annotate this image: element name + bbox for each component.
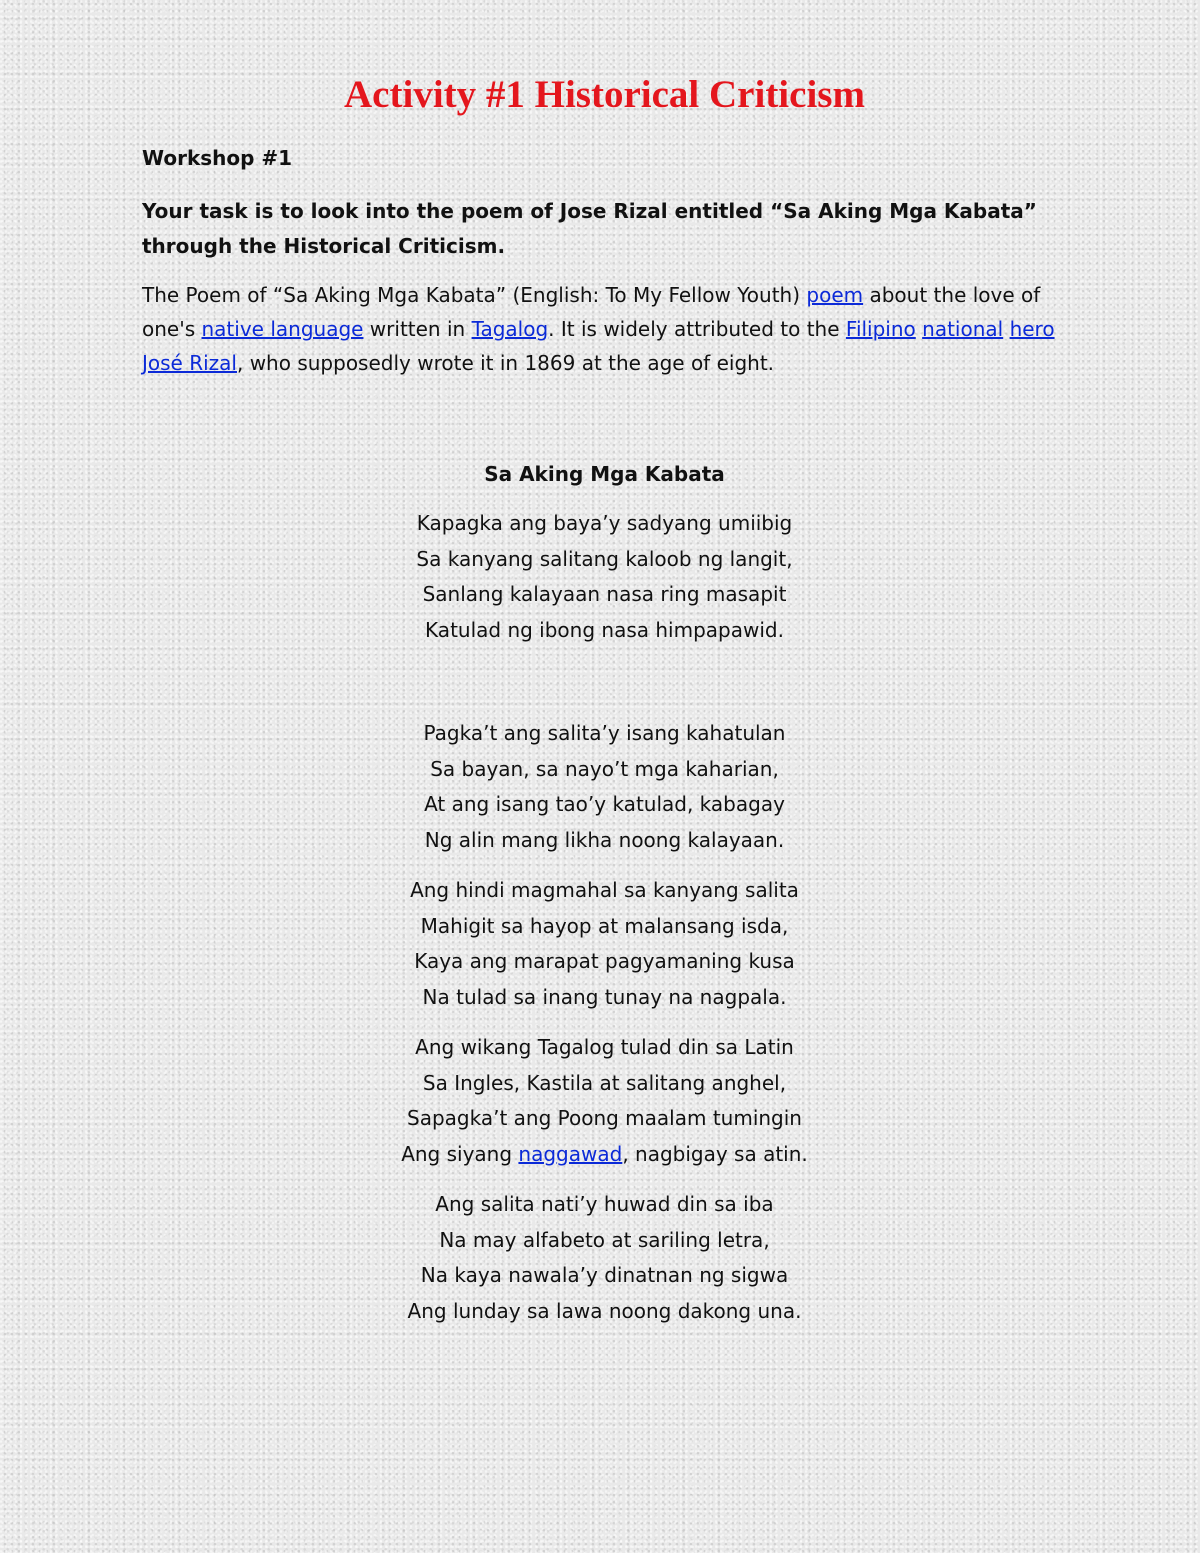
link-poem[interactable]: poem [806,283,864,307]
poem-line-text: Ang siyang [401,1141,519,1166]
poem-line: Pagka’t ang salita’y isang kahatulan [423,721,786,745]
poem-line: Sanlang kalayaan nasa ring masapit [422,582,787,606]
poem-stanza-5 [142,1187,1067,1329]
poem-line: Sa kanyang salitang kaloob ng langit, [416,546,793,571]
poem-stanza-4 [142,1030,1067,1172]
poem-line: Mahigit sa hayop at malansang isda, [420,913,789,938]
link-hero[interactable]: hero [1009,317,1055,341]
poem-line: Ang salita nati’y huwad din sa iba [435,1192,774,1216]
poem-line: At ang isang tao’y katulad, kabagay [424,792,785,816]
poem-line: Kapagka ang baya’y sadyang umiibig [416,511,793,535]
poem-line: Sa Ingles, Kastila at salitang anghel, [422,1070,787,1095]
intro-text: . It is widely attributed to the [548,317,846,341]
link-tagalog[interactable]: Tagalog [471,317,549,341]
link-national[interactable]: national [922,317,1004,341]
task-instructions: Your task is to look into the poem of Jose Rizal entitled “Sa Aking Mga Kabata” through the Historical Criticism. [142,199,1037,258]
intro-text: The Poem of “Sa Aking Mga Kabata” (English: To My Fellow Youth) [142,283,807,307]
page-title: Activity #1 Historical Criticism [344,73,865,116]
document-page [142,72,1067,1329]
poem-line: Ang hindi magmahal sa kanyang salita [410,878,799,902]
intro-text: about the love of one's [142,283,1041,341]
link-native-language[interactable]: native language [201,317,364,341]
poem-line: Na tulad sa inang tunay na nagpala. [422,984,787,1009]
poem-line: Ang wikang Tagalog tulad din sa Latin [415,1035,794,1059]
poem-line: Kaya ang marapat pagyamaning kusa [414,949,795,973]
intro-paragraph [142,278,1067,380]
poem-line: Katulad ng ibong nasa himpapawid. [425,617,784,642]
poem-line: Ng alin mang likha noong kalayaan. [424,827,785,852]
link-jose-rizal[interactable]: José Rizal [142,351,237,375]
poem-stanza-2 [142,716,1067,858]
intro-text: , who supposedly wrote it in 1869 at the age of eight. [236,351,775,375]
poem-line: Sapagka’t ang Poong maalam tumingin [407,1106,802,1130]
link-filipino[interactable]: Filipino [845,317,916,341]
poem-title: Sa Aking Mga Kabata [484,462,725,486]
poem-line-text: , nagbigay sa atin. [622,1141,808,1166]
poem-line: Na kaya nawala’y dinatnan ng sigwa [420,1263,789,1287]
intro-text: written in [363,317,472,341]
poem-stanza-1 [142,506,1067,648]
poem-line: Sa bayan, sa nayo’t mga kaharian, [430,756,779,781]
link-naggawad[interactable]: naggawad [518,1141,623,1166]
workshop-heading: Workshop #1 [142,146,293,170]
poem-stanza-3 [142,873,1067,1015]
poem-line: Ang lunday sa lawa noong dakong una. [407,1298,802,1323]
poem-line: Na may alfabeto at sariling letra, [439,1227,770,1252]
poem-line-with-link [142,1137,1067,1173]
